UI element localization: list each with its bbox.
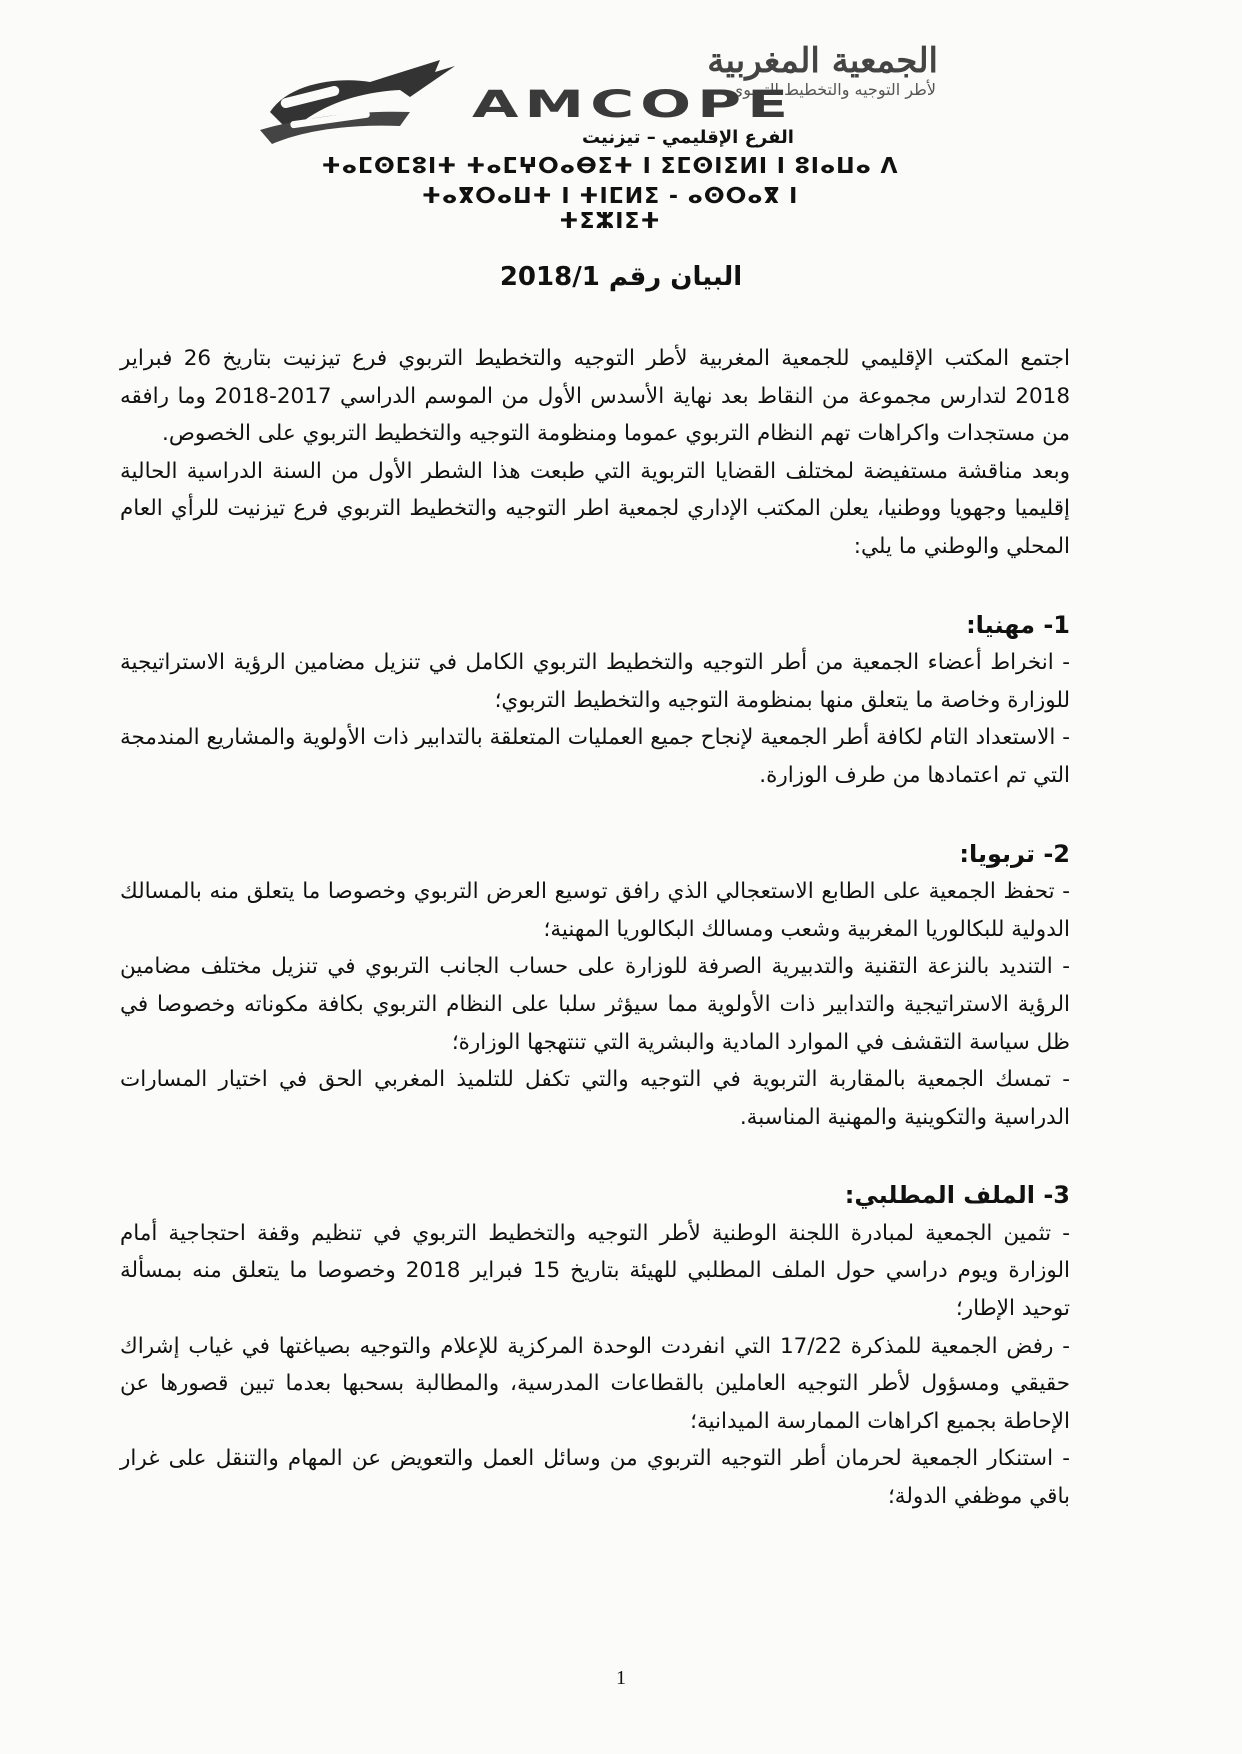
section-item: - التنديد بالنزعة التقنية والتدبيرية الصرفة للوزارة على حساب الجانب التربوي في تنزيل مختلف مضامين الرؤية الاستراتيجية والتدابير ذات الأولوية مما سيؤثر سلبا على النظام التربوي بكافة مكوناته وخصوصا في ظل سياسة التقشف في الموارد المادية والبشرية التي تنتهجها الوزارة؛ <box>120 954 1070 1055</box>
intro-paragraph-1: اجتمع المكتب الإقليمي للجمعية المغربية لأطر التوجيه والتخطيط التربوي فرع تيزنيت بتاريخ 26 فبراير 2018 لتدارس مجموعة من النقاط بعد نهاية الأسدس الأول من الموسم الدراسي 2017-2018 وما رافقه من مستجدات واكراهات تهم النظام التربوي عموما ومنظومة التوجيه والتخطيط التربوي على الخصوص. <box>120 346 1070 447</box>
statement-body <box>120 340 1070 1516</box>
org-acronym: AMCOPE <box>472 82 795 127</box>
page-number: 1 <box>616 1667 626 1689</box>
section-item: - الاستعداد التام لكافة أطر الجمعية لإنجاح جميع العمليات المتعلقة بالتدابير ذات الأولوية والمشاريع المندمجة التي تم اعتمادها من طرف الوزارة. <box>120 725 1070 788</box>
section-heading-educational: 2- تربويا: <box>959 839 1070 868</box>
tifinagh-line-1: ⵜⴰⵎⵙⵎⵓⵏⵜ ⵜⴰⵎⵖⵔⴰⴱⵉⵜ ⵏ ⵉⵎⵙⵏⵉⵍⵏ ⵏ ⵓⵏⴰⵡⴰ ⴷ <box>321 154 899 179</box>
section-heading-demands: 3- الملف المطلبي: <box>844 1181 1070 1210</box>
section-item: - تحفظ الجمعية على الطابع الاستعجالي الذي رافق توسيع العرض التربوي وخصوصا ما يتعلق منه بالمسالك الدولية للبكالوريا المغربية وشعب ومسالك البكالوريا المهنية؛ <box>120 879 1070 942</box>
section-item: - استنكار الجمعية لحرمان أطر التوجيه التربوي من وسائل العمل والتعويض عن المهام والتنقل على غرار باقي موظفي الدولة؛ <box>120 1446 1070 1510</box>
amcope-logo-icon <box>250 52 500 152</box>
section-item: - تمسك الجمعية بالمقاربة التربوية في التوجيه والتي تكفل للتلميذ المغربي الحق في اختيار المسارات الدراسية والتكوينية والمهنية المناسبة. <box>120 1067 1070 1130</box>
section-item: - رفض الجمعية للمذكرة 17/22 التي انفردت الوحدة المركزية للإعلام والتوجيه بصياغتها في غياب إشراك حقيقي ومسؤول لأطر التوجيه العاملين بالقطاعات المدرسية، والمطالبة بسحبها بعدما تبين قصورها عن الإحاطة بجميع اكراهات الممارسة الميدانية؛ <box>120 1333 1070 1434</box>
intro-paragraph-2: وبعد مناقشة مستفيضة لمختلف القضايا التربوية التي طبعت هذا الشطر الأول من السنة الدراسية الحالية إقليميا وجهويا ووطنيا، يعلن المكتب الإداري لجمعية اطر التوجيه والتخطيط التربوي فرع تيزنيت للرأي العام المحلي والوطني ما يلي: <box>120 458 1070 559</box>
section-heading-professional: 1- مهنيا: <box>966 610 1070 639</box>
org-subtitle-arabic: لأطر التوجيه والتخطيط التربوي <box>730 80 936 99</box>
section-item: - انخراط أعضاء الجمعية من أطر التوجيه والتخطيط التربوي الكامل في تنزيل مضامين الرؤية الاستراتيجية للوزارة وخاصة ما يتعلق منها بمنظومة التوجيه والتخطيط التربوي؛ <box>120 650 1070 713</box>
org-name-arabic: الجمعية المغربية <box>707 41 938 81</box>
branch-name: الفرع الإقليمي – تيزنيت <box>582 127 794 148</box>
letterhead <box>250 41 950 234</box>
section-item: - تثمين الجمعية لمبادرة اللجنة الوطنية لأطر التوجيه والتخطيط التربوي في تنظيم وقفة احتجاجية أمام الوزارة ويوم دراسي حول الملف المطلبي للهيئة بتاريخ 15 فبراير 2018 وخصوصا ما يتعلق منه بمسألة توحيد الإطار؛ <box>120 1220 1070 1322</box>
statement-title: البيان رقم 2018/1 <box>499 262 743 292</box>
tifinagh-line-2: ⵜⴰⴳⵔⴰⵡⵜ ⵏ ⵜⵏⵎⵍⵉ - ⴰⵙⵔⴰⴳ ⵏ ⵜⵉⵣⵏⵉⵜ <box>421 184 799 234</box>
